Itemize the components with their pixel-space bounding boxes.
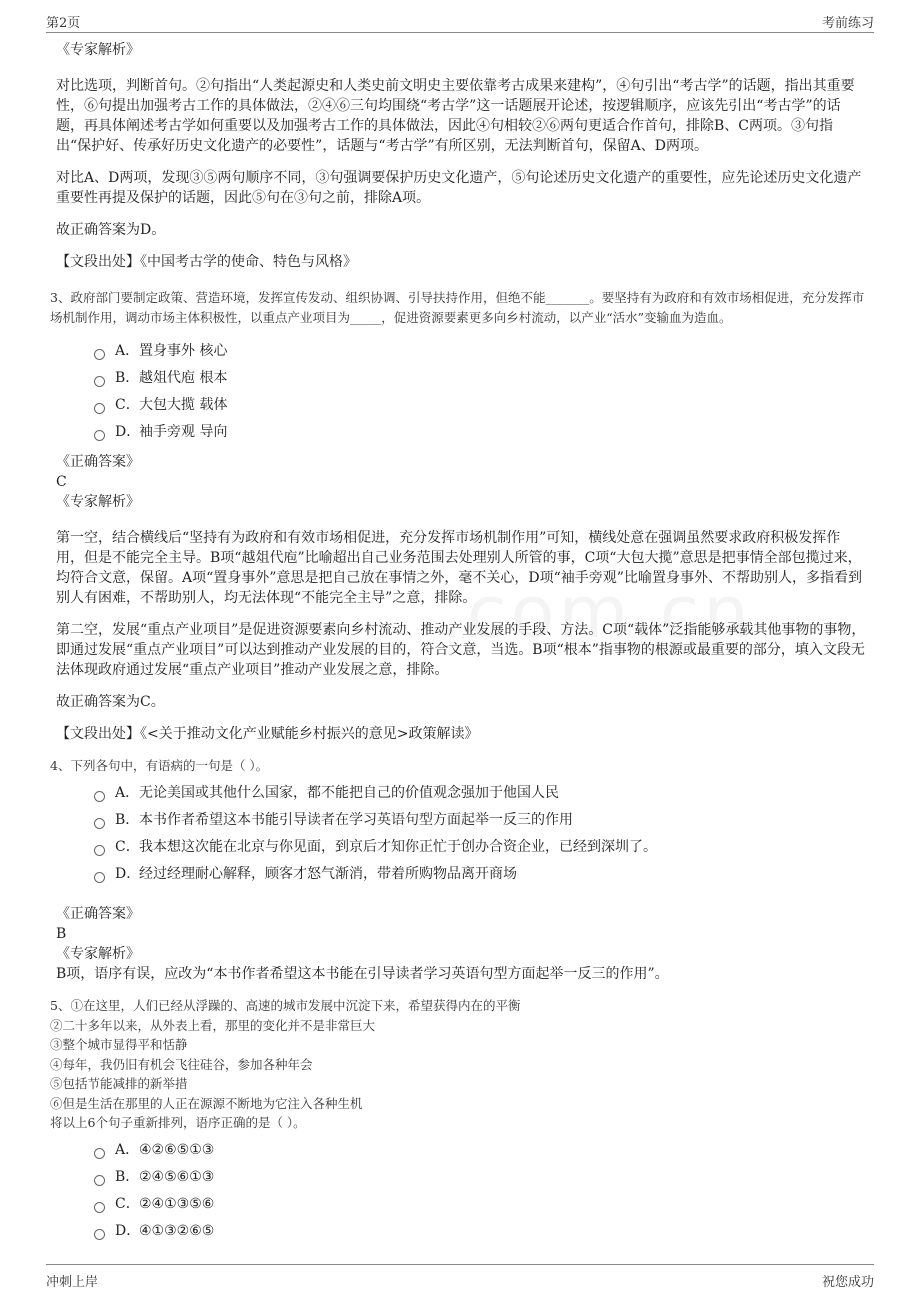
- q4-option-c[interactable]: [94, 834, 866, 861]
- radio-icon[interactable]: [94, 818, 105, 829]
- option-key: C．: [115, 1195, 140, 1212]
- option-key: A．: [115, 343, 140, 359]
- q5-option-c[interactable]: [94, 1191, 866, 1218]
- option-key: A．: [115, 1141, 140, 1158]
- radio-icon[interactable]: [94, 791, 105, 802]
- header-title: 考前练习: [821, 16, 874, 31]
- q3-source: 【文段出处】《<关于推动文化产业赋能乡村振兴的意见>政策解读》: [56, 726, 479, 742]
- q4-analysis-label: 《专家解析》: [56, 946, 140, 962]
- q5-line: ④每年，我仍旧有机会飞往硅谷，参加各种年会: [50, 1056, 313, 1072]
- q5-option-d[interactable]: [94, 1218, 866, 1245]
- q5-options: [94, 1137, 866, 1245]
- q4-options: [94, 780, 866, 888]
- q3-option-d[interactable]: [94, 419, 866, 446]
- q4-analysis: B项，语序有误，应改为“本书作者希望这本书能在引导读者学习英语句型方面起举一反三的作用”。: [56, 966, 669, 982]
- q5-line: ③整个城市显得平和恬静: [50, 1037, 188, 1052]
- q2-answer-line: 故正确答案为D。: [56, 222, 166, 238]
- q3-stem: 3、政府部门要制定政策、营造环境，发挥宣传发动、组织协调、引导扶持作用，但绝不能_______。要坚持有为政府和有效市场相促进，充分发挥市场机制作用，调动市场主体积极性，以重点产业项目为_____，促进资源要素更多向乡村流动，以产业“活水”变输血为造血。: [50, 290, 865, 325]
- q3-analysis-p1: 第一空，结合横线后“坚持有为政府和有效市场相促进，充分发挥市场机制作用”可知，横线处意在强调虽然要求政府积极发挥作用，但是不能完全主导。B项“越俎代庖”比喻超出自己业务范围去处理别人所管的事，C项“大包大揽”意思是把事情全部包揽过来，均符合文意，保留。A项“置身事外”意思是把自己放在事情之外，毫不关心，D项“袖手旁观”比喻置身事外、不帮助别人，多指看到别人有困难，不帮助别人，均无法体现“不能完全主导”之意，排除。: [56, 530, 862, 606]
- q3-analysis-p2: 第二空，发展“重点产业项目”是促进资源要素向乡村流动、推动产业发展的手段、方法。C项“载体”泛指能够承载其他事物的事物，即通过发展“重点产业项目”可以达到推动产业发展的目的，符合文意，当选。B项“根本”指事物的根源或最重要的部分，填入文段无法体现政府通过发展“重点产业项目”推动产业发展之意，排除。: [56, 622, 866, 678]
- q5-line: ⑥但是生活在那里的人正在源源不断地为它注入各种生机: [50, 1095, 363, 1111]
- page-header: [0, 0, 920, 34]
- option-text: 经过经理耐心解释，顾客才怒气渐消，带着所购物品离开商场: [139, 866, 517, 882]
- option-text: ④②⑥⑤①③: [139, 1141, 215, 1158]
- q3-answer-label: 《正确答案》: [56, 454, 140, 470]
- option-text: 我本想这次能在北京与你见面，到京后才知你正忙于创办合资企业，已经到深圳了。: [139, 839, 657, 855]
- q3-options: [94, 338, 866, 446]
- option-key: D．: [115, 424, 141, 440]
- option-key: C．: [115, 839, 140, 855]
- q3-option-c[interactable]: [94, 392, 866, 419]
- option-key: A．: [115, 785, 140, 801]
- q3-option-b[interactable]: [94, 365, 866, 392]
- option-key: C．: [115, 397, 140, 413]
- option-key: D．: [115, 1222, 141, 1239]
- q5-question: 将以上6个句子重新排列，语序正确的是（ ）。: [50, 1115, 306, 1130]
- q3-answer: C: [56, 474, 67, 490]
- option-key: B．: [115, 1168, 140, 1185]
- radio-icon[interactable]: [94, 1202, 105, 1213]
- option-key: D．: [115, 866, 141, 882]
- q3-answer-line: 故正确答案为C。: [56, 694, 165, 710]
- option-text: 置身事外 核心: [139, 343, 228, 359]
- radio-icon[interactable]: [94, 403, 105, 414]
- q5-stem: [50, 996, 866, 1133]
- option-text: 无论美国或其他什么国家，都不能把自己的价值观念强加于他国人民: [139, 785, 559, 801]
- option-text: ④①③②⑥⑤: [139, 1222, 215, 1239]
- radio-icon[interactable]: [94, 1148, 105, 1159]
- q4-option-b[interactable]: [94, 807, 866, 834]
- radio-icon[interactable]: [94, 349, 105, 360]
- option-text: ②④①③⑤⑥: [139, 1195, 215, 1212]
- radio-icon[interactable]: [94, 1229, 105, 1240]
- q4-option-a[interactable]: [94, 780, 866, 807]
- radio-icon[interactable]: [94, 1175, 105, 1186]
- q5-line: ⑤包括节能减排的新举措: [50, 1076, 188, 1091]
- page-number: 第2页: [46, 16, 81, 31]
- q2-analysis-p1: 对比选项，判断首句。②句指出“人类起源史和人类史前文明史主要依靠考古成果来建构”，④句引出“考古学”的话题，指出其重要性，⑥句提出加强考古工作的具体做法，②④⑥三句均围绕“考古学”这一话题展开论述，按逻辑顺序，应该先引出“考古学”的话题，再具体阐述考古学如何重要以及加强考古工作的具体做法，因此④句相较②⑥两句更适合作首句，排除B、C两项。③句指出“保护好、传承好历史文化遗产的必要性”，话题与“考古学”有所区别，无法判断首句，保留A、D两项。: [56, 78, 855, 154]
- option-text: ②④⑤⑥①③: [139, 1168, 215, 1185]
- option-text: 本书作者希望这本书能引导读者在学习英语句型方面起举一反三的作用: [139, 812, 573, 828]
- option-text: 越俎代庖 根本: [139, 370, 228, 386]
- option-text: 袖手旁观 导向: [139, 424, 228, 440]
- q2-analysis-label: 《专家解析》: [56, 42, 140, 58]
- radio-icon[interactable]: [94, 430, 105, 441]
- page-content: [50, 40, 866, 1245]
- radio-icon[interactable]: [94, 872, 105, 883]
- q4-answer-label: 《正确答案》: [56, 906, 140, 922]
- q5-option-a[interactable]: [94, 1137, 866, 1164]
- q2-source: 【文段出处】《中国考古学的使命、特色与风格》: [56, 254, 357, 270]
- radio-icon[interactable]: [94, 845, 105, 856]
- footer-right: 祝您成功: [821, 1275, 874, 1290]
- q3-option-a[interactable]: [94, 338, 866, 365]
- q5-line: ②二十多年以来，从外表上看，那里的变化并不是非常巨大: [50, 1017, 376, 1033]
- option-key: B．: [115, 812, 140, 828]
- footer-left: 冲刺上岸: [46, 1275, 99, 1290]
- q5-line: 5、①在这里，人们已经从浮躁的、高速的城市发展中沉淀下来，希望获得内在的平衡: [50, 998, 521, 1013]
- header-divider: [46, 32, 874, 33]
- q3-analysis-label: 《专家解析》: [56, 494, 140, 510]
- option-text: 大包大揽 载体: [139, 397, 228, 413]
- radio-icon[interactable]: [94, 376, 105, 387]
- q4-stem: 4、下列各句中，有语病的一句是（ ）。: [50, 758, 269, 773]
- page-footer: [0, 1264, 920, 1302]
- footer-divider: [46, 1264, 874, 1265]
- q5-option-b[interactable]: [94, 1164, 866, 1191]
- q4-answer: B: [56, 926, 67, 942]
- q2-analysis-p2: 对比A、D两项，发现③⑤两句顺序不同，③句强调要保护历史文化遗产，⑤句论述历史文化遗产的重要性，应先论述历史文化遗产重要性再提及保护的话题，因此⑤句在③句之前，排除A项。: [56, 170, 862, 206]
- q4-option-d[interactable]: [94, 861, 866, 888]
- option-key: B．: [115, 370, 140, 386]
